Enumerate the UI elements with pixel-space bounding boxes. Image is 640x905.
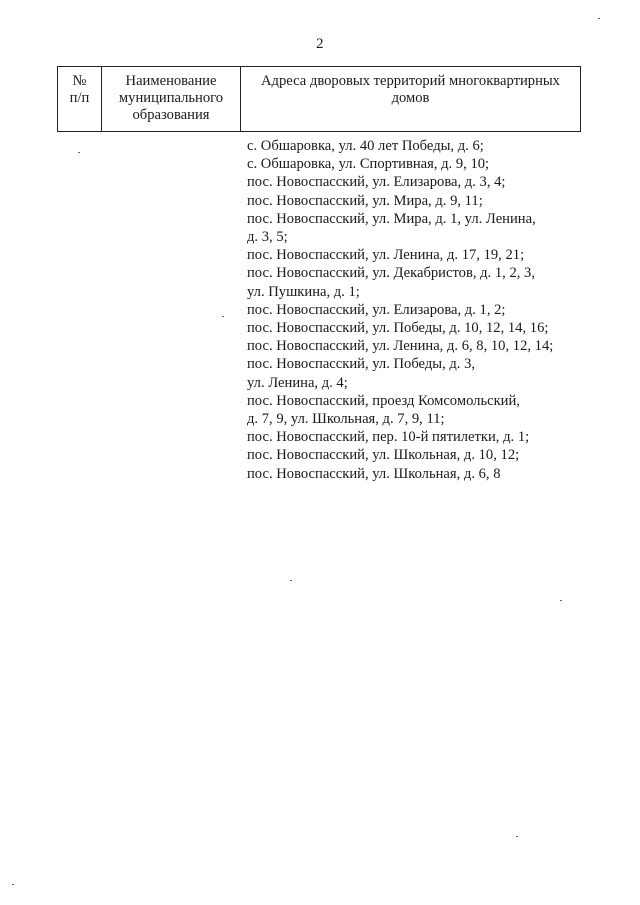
scan-speck	[222, 316, 224, 317]
header-cell-addresses	[241, 67, 581, 132]
scan-speck	[560, 600, 562, 601]
address-line: пос. Новоспасский, проезд Комсомольский,	[247, 392, 520, 409]
address-line: пос. Новоспасский, пер. 10-й пятилетки, д. 1;	[247, 429, 530, 446]
header-municipality-line-3: образования	[132, 107, 210, 123]
addresses-table-header	[57, 66, 581, 132]
header-cell-number	[58, 67, 102, 132]
scan-speck	[598, 18, 600, 19]
address-line: пос. Новоспасский, ул. Победы, д. 10, 12, 14, 16;	[247, 320, 549, 337]
address-line: д. 7, 9, ул. Школьная, д. 7, 9, 11;	[247, 411, 445, 428]
address-list	[247, 137, 583, 483]
address-line: пос. Новоспасский, ул. Елизарова, д. 1, 2;	[247, 301, 506, 318]
address-line: ул. Ленина, д. 4;	[247, 374, 348, 391]
header-municipality-line-2: муниципального	[118, 90, 224, 106]
header-addresses-line-2: домов	[391, 90, 430, 106]
address-line: пос. Новоспасский, ул. Декабристов, д. 1, 2, 3,	[247, 265, 535, 282]
scan-speck	[516, 836, 518, 837]
header-row	[58, 67, 581, 132]
address-line: пос. Новоспасский, ул. Школьная, д. 10, 12;	[247, 447, 520, 464]
address-line: ул. Пушкина, д. 1;	[247, 283, 360, 300]
header-addresses-line-1: Адреса дворовых территорий многоквартирных	[261, 73, 560, 89]
address-line: пос. Новоспасский, ул. Школьная, д. 6, 8	[247, 465, 501, 482]
header-number-line-2: п/п	[69, 90, 90, 106]
page-number: 2	[316, 36, 324, 52]
header-municipality-line-1: Наименование	[125, 73, 217, 89]
address-line: с. Обшаровка, ул. Спортивная, д. 9, 10;	[247, 156, 490, 173]
scan-speck	[12, 884, 14, 885]
address-line: пос. Новоспасский, ул. Мира, д. 9, 11;	[247, 192, 483, 209]
address-line: пос. Новоспасский, ул. Елизарова, д. 3, 4;	[247, 174, 506, 191]
address-line: с. Обшаровка, ул. 40 лет Победы, д. 6;	[247, 138, 484, 154]
address-line: пос. Новоспасский, ул. Победы, д. 3,	[247, 356, 476, 373]
address-line: д. 3, 5;	[247, 229, 288, 246]
header-cell-municipality	[102, 67, 241, 132]
scan-speck	[78, 152, 80, 153]
header-number-line-1: №	[72, 73, 87, 89]
address-line: пос. Новоспасский, ул. Мира, д. 1, ул. Ленина,	[247, 210, 536, 227]
address-line: пос. Новоспасский, ул. Ленина, д. 6, 8, 10, 12, 14;	[247, 338, 554, 355]
scan-speck	[290, 580, 292, 581]
address-line: пос. Новоспасский, ул. Ленина, д. 17, 19, 21;	[247, 247, 525, 264]
